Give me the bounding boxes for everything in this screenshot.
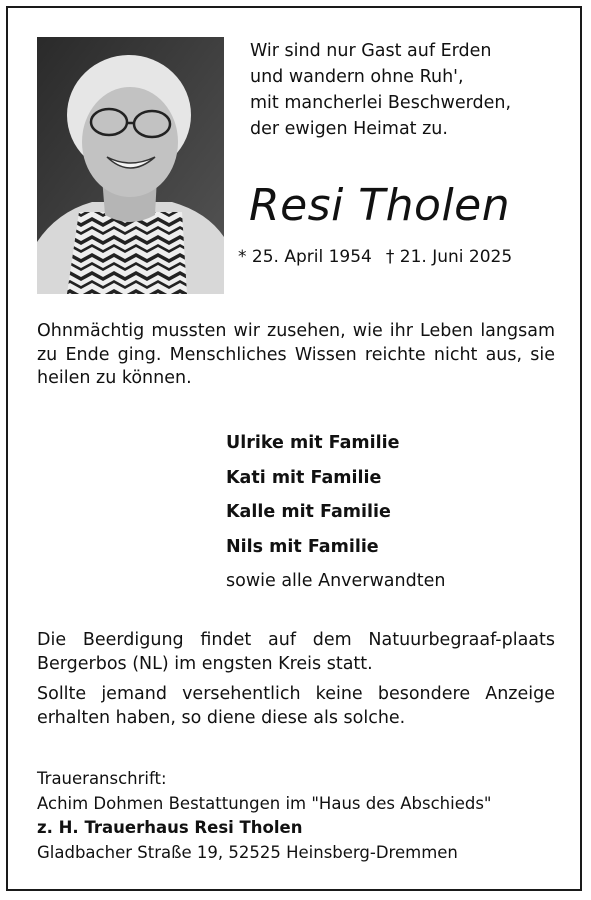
address-label: Traueranschrift: <box>37 769 167 788</box>
mourner-entry: Nils mit Familie <box>226 536 379 557</box>
mourner-entry: Kalle mit Familie <box>226 502 391 523</box>
deceased-name: Resi Tholen <box>249 180 511 231</box>
paragraph-farewell: Ohnmächtig mussten wir zusehen, wie ihr Leben langsam zu Ende ging. Menschliches Wissen reichte nicht aus, sie heilen zu können. <box>37 321 555 388</box>
mourners-footer: sowie alle Anverwandten <box>226 571 446 592</box>
address-street: Gladbacher Straße 19, 52525 Heinsberg-Dremmen <box>37 842 458 862</box>
mourner-entry: Kati mit Familie <box>226 467 382 488</box>
paragraph-notice: Sollte jemand versehentlich keine besondere Anzeige erhalten haben, so diene diese als solche. <box>37 684 555 728</box>
poem-line: und wandern ohne Ruh', <box>250 67 464 87</box>
poem <box>250 38 570 142</box>
poem-line: mit mancherlei Beschwerden, <box>250 93 512 113</box>
address-company: Achim Dohmen Bestattungen im "Haus des Abschieds" <box>37 793 492 813</box>
mourners-list <box>226 426 546 599</box>
paragraph-burial: Die Beerdigung findet auf dem Natuurbegraaf-plaats Bergerbos (NL) im engsten Kreis statt. <box>37 630 555 674</box>
poem-line: Wir sind nur Gast auf Erden <box>250 41 492 61</box>
mourner-entry: Ulrike mit Familie <box>226 433 400 453</box>
address-attention: z. H. Trauerhaus Resi Tholen <box>37 818 303 837</box>
portrait-photo <box>37 37 224 294</box>
poem-line: der ewigen Heimat zu. <box>250 119 448 139</box>
life-dates <box>238 244 568 270</box>
mourning-address <box>37 767 567 865</box>
death-date: † 21. Juni 2025 <box>385 247 513 267</box>
birth-date: * 25. April 1954 <box>238 247 372 267</box>
